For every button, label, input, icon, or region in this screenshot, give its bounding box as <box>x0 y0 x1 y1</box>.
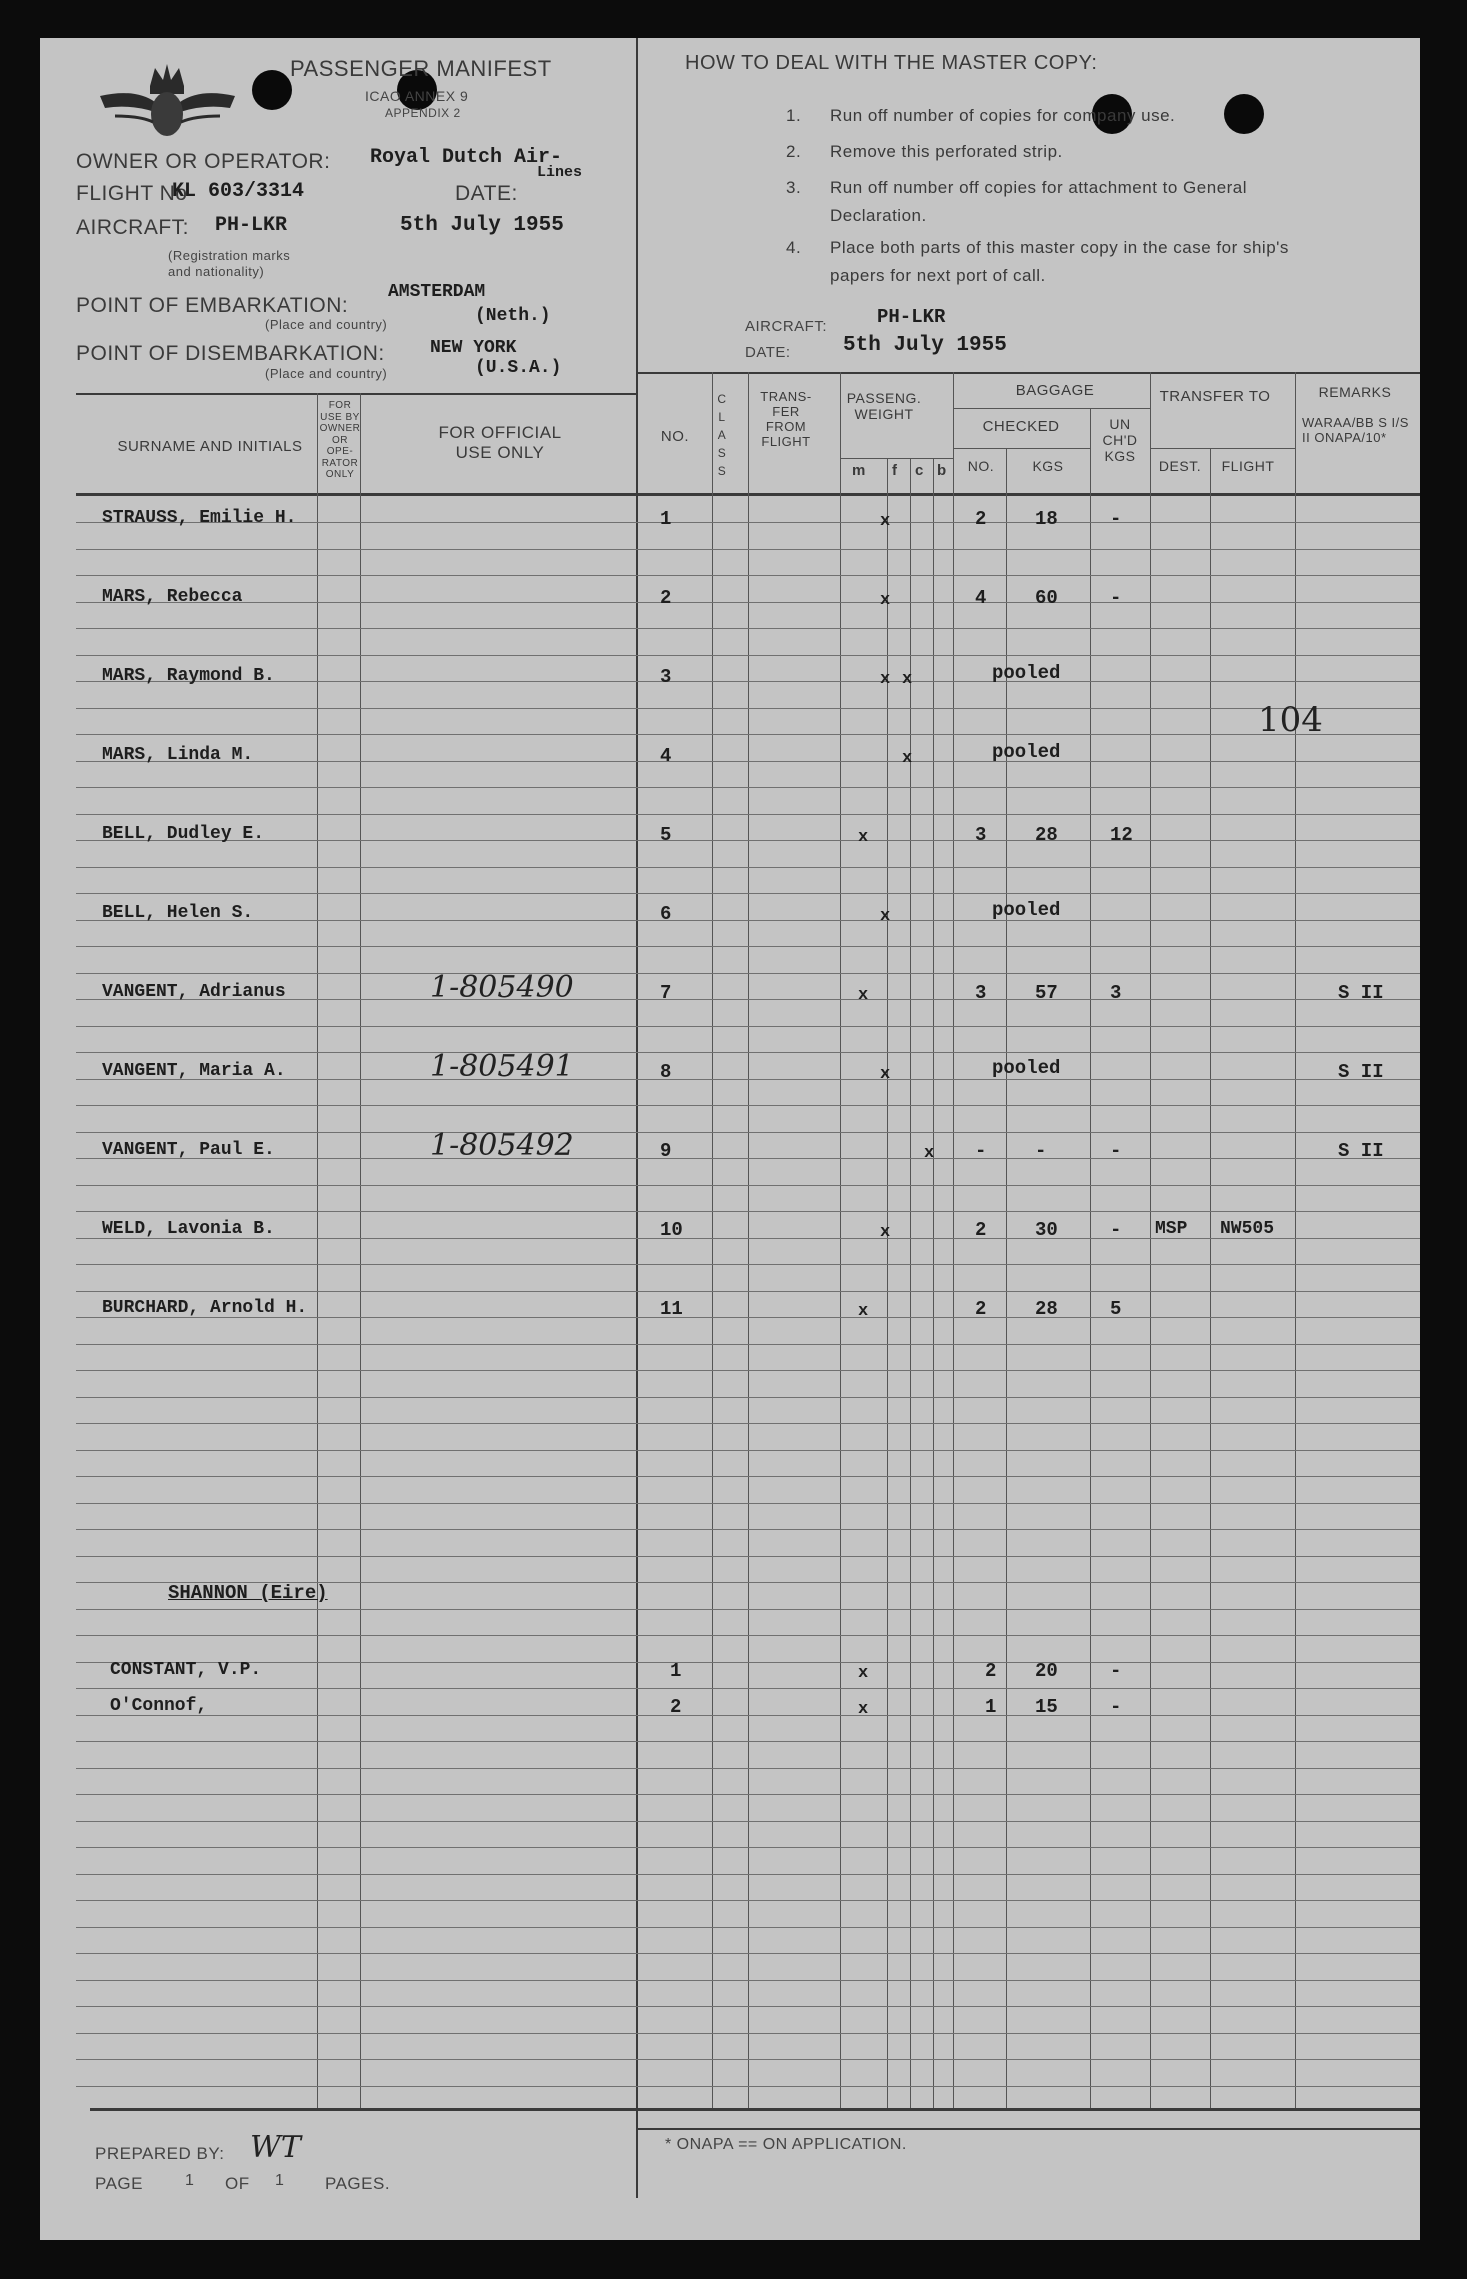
passenger-name: STRAUSS, Emilie H. <box>102 508 297 528</box>
reg-note-1: (Registration marks <box>168 248 291 263</box>
col-flight: FLIGHT <box>1221 458 1275 474</box>
passenger-no: 5 <box>660 824 672 846</box>
col-owner-use: FOR USE BY OWNER OR OPE-RATOR ONLY <box>319 400 361 480</box>
section-shannon: SHANNON (Eire) <box>168 1582 328 1604</box>
owner-label: OWNER OR OPERATOR: <box>76 150 331 173</box>
col-checked-kgs: KGS <box>1032 458 1064 474</box>
baggage-unchecked: 5 <box>1110 1298 1122 1320</box>
passenger-no: 4 <box>660 745 672 767</box>
column-rule <box>360 393 361 2108</box>
baggage-unchecked: 12 <box>1110 824 1133 846</box>
baggage-no: 2 <box>975 508 987 530</box>
passenger-no: 1 <box>670 1660 682 1682</box>
row-rule <box>76 655 1420 656</box>
baggage-unchecked: 3 <box>1110 982 1122 1004</box>
aircraft-value: PH-LKR <box>215 214 288 237</box>
form-annex: ICAO ANNEX 9 <box>365 88 469 104</box>
instruction-text: Place both parts of this master copy in the case for ship's <box>830 238 1289 257</box>
row-rule <box>76 1847 1420 1848</box>
row-rule <box>76 1344 1420 1345</box>
row-rule <box>76 1397 1420 1398</box>
passenger-name: VANGENT, Maria A. <box>102 1061 286 1081</box>
manifest-sheet <box>40 38 1420 2240</box>
row-rule <box>76 2006 1420 2007</box>
embark-label: POINT OF EMBARKATION: <box>76 294 349 317</box>
weight-mark: x <box>902 749 913 768</box>
baggage-unchecked: - <box>1110 1696 1122 1718</box>
disembark-value: NEW YORK <box>430 338 517 358</box>
punch-hole-1 <box>252 70 292 110</box>
disembark-country: (U.S.A.) <box>475 358 562 378</box>
row-rule <box>76 708 1420 709</box>
passenger-no: 7 <box>660 982 672 1004</box>
baggage-unchecked: - <box>1110 508 1122 530</box>
aircraft-label: AIRCRAFT: <box>76 216 190 239</box>
form-appendix: APPENDIX 2 <box>385 106 461 120</box>
row-rule <box>76 893 1420 894</box>
row-rule <box>76 1794 1420 1795</box>
remark: S II <box>1338 1061 1384 1083</box>
row-rule <box>76 1476 1420 1477</box>
disembark-place-note: (Place and country) <box>265 366 388 381</box>
instruction-text: Run off number of copies for company use. <box>830 106 1176 125</box>
row-rule <box>76 575 1420 576</box>
row-rule <box>76 1423 1420 1424</box>
row-rule <box>76 1980 1420 1981</box>
official-number: 1-805491 <box>430 1049 574 1084</box>
passenger-no: 2 <box>660 587 672 609</box>
passenger-name: VANGENT, Adrianus <box>102 982 286 1002</box>
baggage-kgs: 28 <box>1035 1298 1058 1320</box>
baggage-no: 3 <box>975 824 987 846</box>
weight-mark: x <box>858 828 869 847</box>
passenger-name: BELL, Helen S. <box>102 903 254 923</box>
row-rule <box>76 734 1420 735</box>
passenger-name: BURCHARD, Arnold H. <box>102 1298 308 1318</box>
embark-value: AMSTERDAM <box>388 282 486 302</box>
baggage-kgs: 18 <box>1035 508 1058 530</box>
baggage-kgs: 57 <box>1035 982 1058 1004</box>
passenger-no: 1 <box>660 508 672 530</box>
baggage-kgs: 20 <box>1035 1660 1058 1682</box>
row-rule <box>76 787 1420 788</box>
instruction-number: 1. <box>786 106 802 125</box>
embark-place-note: (Place and country) <box>265 317 388 332</box>
column-rule <box>910 458 911 2108</box>
weight-mark: x <box>880 1223 891 1242</box>
header-rule <box>840 458 953 459</box>
passenger-name: MARS, Raymond B. <box>102 666 275 686</box>
row-rule <box>76 628 1420 629</box>
row-rule <box>76 1556 1420 1557</box>
weight-mark: x <box>880 907 891 926</box>
passenger-no: 9 <box>660 1140 672 1162</box>
baggage-no: - <box>975 1140 987 1162</box>
row-rule <box>76 1026 1420 1027</box>
row-rule <box>76 1715 1420 1716</box>
transfer-flight: NW505 <box>1220 1219 1275 1239</box>
row-rule <box>76 2033 1420 2034</box>
col-unchecked: UN CH'D KGS <box>1102 416 1138 465</box>
weight-mark: x <box>880 512 891 531</box>
row-rule <box>76 946 1420 947</box>
row-rule <box>76 602 1420 603</box>
col-baggage: BAGGAGE <box>1015 382 1095 399</box>
row-rule <box>76 1238 1420 1239</box>
header-rule <box>953 448 1090 449</box>
passenger-name: BELL, Dudley E. <box>102 824 265 844</box>
date-label: DATE: <box>455 182 518 205</box>
weight-mark: x <box>858 1664 869 1683</box>
column-rule <box>1006 448 1007 2108</box>
row-rule <box>76 1185 1420 1186</box>
prepared-label: PREPARED BY: <box>95 2144 225 2163</box>
row-rule <box>76 1635 1420 1636</box>
baggage-unchecked: - <box>1110 587 1122 609</box>
baggage-pooled: pooled <box>992 1057 1061 1079</box>
baggage-pooled: pooled <box>992 741 1061 763</box>
remark: S II <box>1338 982 1384 1004</box>
row-rule <box>76 1264 1420 1265</box>
weight-subcol-label: f <box>892 462 898 479</box>
weight-subcol-label: m <box>852 462 866 479</box>
row-rule <box>76 1158 1420 1159</box>
page-value: 1 <box>185 2172 195 2189</box>
row-rule <box>76 1503 1420 1504</box>
row-rule <box>76 1927 1420 1928</box>
pages-label: PAGES. <box>325 2174 391 2193</box>
row-rule <box>76 549 1420 550</box>
baggage-kgs: 28 <box>1035 824 1058 846</box>
prepared-value: WT <box>250 2130 301 2165</box>
baggage-kgs: - <box>1035 1140 1047 1162</box>
row-rule <box>76 1953 1420 1954</box>
instructions-title: HOW TO DEAL WITH THE MASTER COPY: <box>685 52 1098 74</box>
weight-mark: x <box>858 1700 869 1719</box>
of-value: 1 <box>275 2172 285 2189</box>
baggage-unchecked: - <box>1110 1219 1122 1241</box>
row-rule <box>76 1450 1420 1451</box>
owner-value-2: Lines <box>537 164 583 181</box>
instr-aircraft-value: PH-LKR <box>877 306 946 328</box>
instruction-text: Declaration. <box>830 206 927 225</box>
official-number: 1-805492 <box>430 1128 574 1163</box>
date-value: 5th July 1955 <box>400 214 564 237</box>
baggage-no: 4 <box>975 587 987 609</box>
row-rule <box>76 2059 1420 2060</box>
column-rule <box>1090 408 1091 2108</box>
col-transfer-to: TRANSFER TO <box>1159 388 1271 405</box>
row-rule <box>76 2086 1420 2087</box>
reg-note-2: and nationality) <box>168 264 265 279</box>
weight-mark: x <box>858 1302 869 1321</box>
passenger-name: O'Connof, <box>110 1696 208 1716</box>
baggage-unchecked: - <box>1110 1140 1122 1162</box>
column-rule <box>887 458 888 2108</box>
baggage-kgs: 30 <box>1035 1219 1058 1241</box>
form-title: PASSENGER MANIFEST <box>290 56 552 81</box>
col-remarks-sub: WARAA/BB S I/S II ONAPA/10* <box>1302 415 1409 445</box>
col-checked: CHECKED <box>982 418 1060 435</box>
instruction-number: 4. <box>786 238 802 257</box>
footer-note: * ONAPA == ON APPLICATION. <box>665 2136 907 2153</box>
passenger-name: MARS, Rebecca <box>102 587 243 607</box>
instr-date-value: 5th July 1955 <box>843 334 1007 357</box>
page-label: PAGE <box>95 2174 143 2193</box>
row-rule <box>76 1211 1420 1212</box>
instr-aircraft-label: AIRCRAFT: <box>745 318 828 335</box>
row-rule <box>76 840 1420 841</box>
transfer-dest: MSP <box>1155 1219 1188 1239</box>
row-rule <box>76 1688 1420 1689</box>
row-rule <box>76 681 1420 682</box>
col-dest: DEST. <box>1158 458 1202 474</box>
row-rule <box>76 1874 1420 1875</box>
col-official: FOR OFFICIAL USE ONLY <box>438 423 562 462</box>
row-rule <box>76 761 1420 762</box>
passenger-no: 10 <box>660 1219 683 1241</box>
row-rule <box>76 1662 1420 1663</box>
passenger-name: CONSTANT, V.P. <box>110 1660 262 1680</box>
weight-mark: x <box>880 1065 891 1084</box>
instruction-text: papers for next port of call. <box>830 266 1046 285</box>
column-rule <box>317 393 318 2108</box>
baggage-kgs: 15 <box>1035 1696 1058 1718</box>
of-label: OF <box>225 2174 250 2193</box>
embark-country: (Neth.) <box>475 306 551 326</box>
instruction-number: 2. <box>786 142 802 161</box>
disembark-label: POINT OF DISEMBARKATION: <box>76 342 385 365</box>
passenger-name: WELD, Lavonia B. <box>102 1219 275 1239</box>
weight-mark: x <box>880 591 891 610</box>
weight-mark: x <box>924 1144 935 1163</box>
col-checked-no: NO. <box>967 458 995 474</box>
row-rule <box>76 1370 1420 1371</box>
weight-mark: x <box>880 670 891 689</box>
instr-date-label: DATE: <box>745 344 791 361</box>
col-weight: PASSENG. WEIGHT <box>846 390 922 423</box>
passenger-no: 8 <box>660 1061 672 1083</box>
row-rule <box>76 1821 1420 1822</box>
baggage-pooled: pooled <box>992 662 1061 684</box>
passenger-name: VANGENT, Paul E. <box>102 1140 275 1160</box>
col-transfer-from: TRANS-FER FROM FLIGHT <box>760 389 812 449</box>
header-rule <box>1150 448 1295 449</box>
flight-value: KL 603/3314 <box>172 180 305 203</box>
klm-crown-logo-icon <box>95 58 240 146</box>
punch-hole-4 <box>1224 94 1264 134</box>
weight-mark: x <box>858 986 869 1005</box>
passenger-no: 6 <box>660 903 672 925</box>
row-rule <box>76 1900 1420 1901</box>
official-number: 1-805490 <box>430 970 574 1005</box>
row-rule <box>76 1105 1420 1106</box>
instruction-text: Remove this perforated strip. <box>830 142 1063 161</box>
flight-label: FLIGHT No <box>76 182 188 205</box>
owner-value: Royal Dutch Air- <box>370 146 563 169</box>
baggage-no: 2 <box>985 1660 997 1682</box>
col-remarks: REMARKS <box>1318 384 1392 400</box>
col-class: CLASS <box>717 392 727 478</box>
baggage-no: 1 <box>985 1696 997 1718</box>
baggage-pooled: pooled <box>992 899 1061 921</box>
weight-mark: x <box>902 670 913 689</box>
row-rule <box>76 867 1420 868</box>
row-rule <box>76 1768 1420 1769</box>
col-surname: SURNAME AND INITIALS <box>117 438 303 455</box>
passenger-no: 3 <box>660 666 672 688</box>
instruction-number: 3. <box>786 178 802 197</box>
baggage-no: 2 <box>975 1298 987 1320</box>
col-no: NO. <box>660 428 690 445</box>
passenger-no: 2 <box>670 1696 682 1718</box>
column-rule <box>933 458 934 2108</box>
instruction-text: Run off number off copies for attachment to General <box>830 178 1248 197</box>
handwritten-annotation: 104 <box>1258 700 1323 740</box>
baggage-kgs: 60 <box>1035 587 1058 609</box>
row-rule <box>76 1052 1420 1053</box>
row-rule <box>76 1529 1420 1530</box>
baggage-unchecked: - <box>1110 1660 1122 1682</box>
row-rule <box>76 973 1420 974</box>
row-rule <box>76 1132 1420 1133</box>
remark: S II <box>1338 1140 1384 1162</box>
weight-subcol-label: c <box>915 462 924 479</box>
baggage-no: 3 <box>975 982 987 1004</box>
weight-subcol-label: b <box>937 462 947 479</box>
column-rule <box>1210 448 1211 2108</box>
row-rule <box>76 1291 1420 1292</box>
passenger-name: MARS, Linda M. <box>102 745 254 765</box>
row-rule <box>76 1741 1420 1742</box>
header-rule <box>953 408 1150 409</box>
passenger-no: 11 <box>660 1298 683 1320</box>
row-rule <box>76 814 1420 815</box>
baggage-no: 2 <box>975 1219 987 1241</box>
row-rule <box>76 1609 1420 1610</box>
row-rule <box>76 920 1420 921</box>
